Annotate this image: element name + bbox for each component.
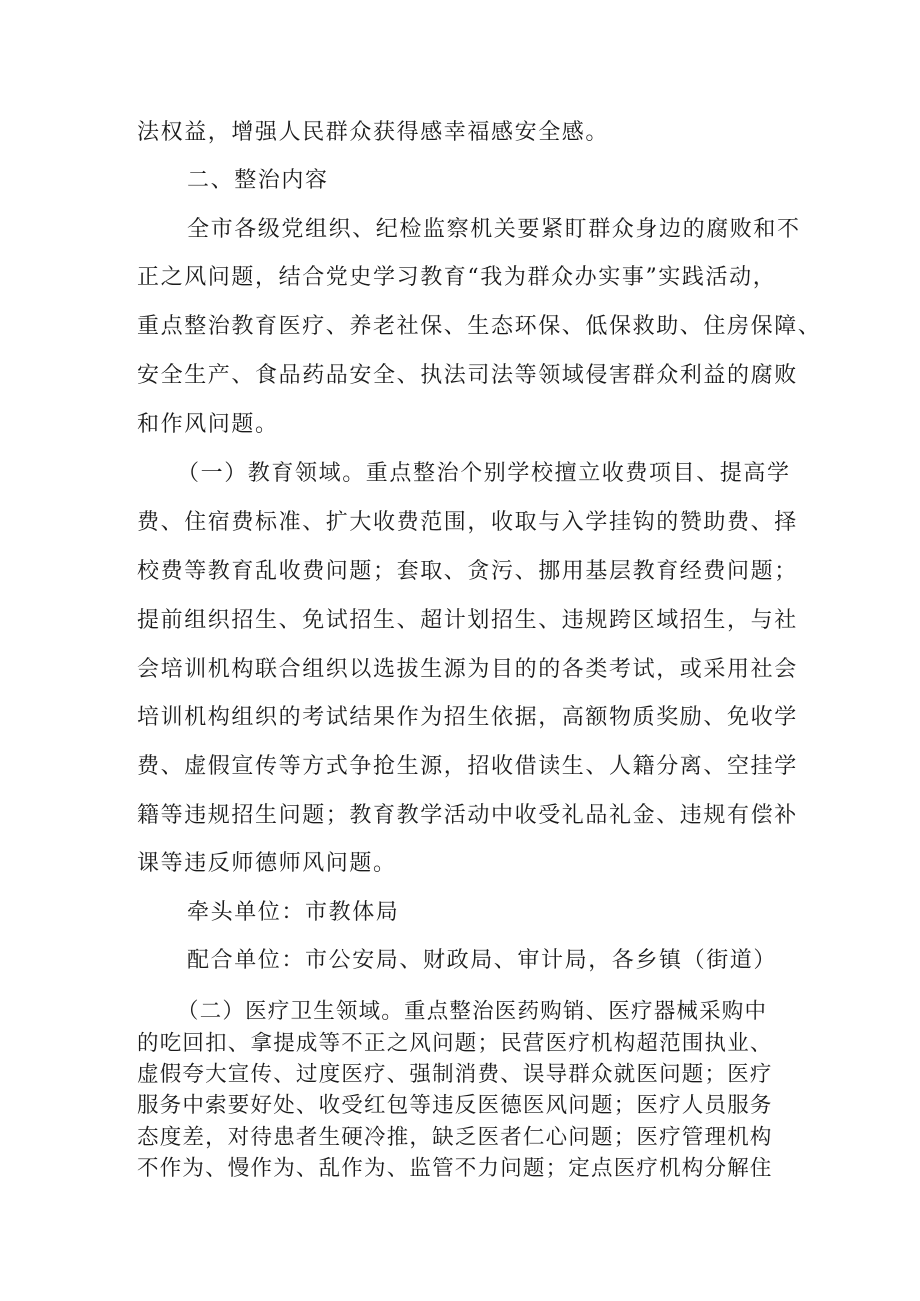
- text-line: 态度差，对待患者生硬冷推，缺乏医者仁心问题；医疗管理机构: [137, 1125, 773, 1150]
- text-line: 提前组织招生、免试招生、超计划招生、违规跨区域招生，与社: [137, 608, 798, 633]
- text-line: 服务中索要好处、收受红包等违反医德医风问题；医疗人员服务: [137, 1093, 773, 1118]
- text-line: 籍等违规招生问题；教育教学活动中收受礼品礼金、违规有偿补: [137, 803, 798, 828]
- lead-unit-line: 牵头单位：市教体局: [187, 900, 400, 925]
- text-line: 和作风问题。: [137, 412, 279, 437]
- text-line: 课等违反师德师风问题。: [137, 851, 397, 876]
- text-line: 不作为、慢作为、乱作为、监管不力问题；定点医疗机构分解住: [137, 1156, 773, 1181]
- text-line: 费、住宿费标准、扩大收费范围，收取与入学挂钩的赞助费、择: [137, 510, 798, 535]
- text-line: 费、虚假宣传等方式争抢生源，招收借读生、人籍分离、空挂学: [137, 754, 798, 779]
- text-line: 的吃回扣、拿提成等不正之风问题；民营医疗机构超范围执业、: [137, 1031, 773, 1056]
- text-line: 安全生产、食品药品安全、执法司法等领域侵害群众利益的腐败: [137, 363, 798, 388]
- text-line: 全市各级党组织、纪检监察机关要紧盯群众身边的腐败和不: [187, 217, 801, 242]
- text-line: 会培训机构联合组织以选拔生源为目的的各类考试，或采用社会: [137, 657, 798, 682]
- text-line: 重点整治教育医疗、养老社保、生态环保、低保救助、住房保障、: [137, 314, 822, 339]
- section-heading: 二、整治内容: [187, 168, 329, 193]
- text-line: 培训机构组织的考试结果作为招生依据，高额物质奖励、免收学: [137, 705, 798, 730]
- text-line: 正之风问题，结合党史学习教育“我为群众办实事”实践活动，: [137, 265, 777, 290]
- text-line: 法权益，增强人民群众获得感幸福感安全感。: [137, 120, 610, 145]
- text-line: 校费等教育乱收费问题；套取、贪污、挪用基层教育经费问题；: [137, 559, 798, 584]
- coop-unit-line: 配合单位：市公安局、财政局、审计局，各乡镇（街道）: [187, 948, 778, 973]
- subsection-heading-medical: （二）医疗卫生领域。重点整治医药购销、医疗器械采购中: [177, 999, 768, 1024]
- subsection-heading-education: （一）教育领域。重点整治个别学校擅立收费项目、提高学: [177, 461, 791, 486]
- text-line: 虚假夸大宣传、过度医疗、强制消费、误导群众就医问题；医疗: [137, 1062, 773, 1087]
